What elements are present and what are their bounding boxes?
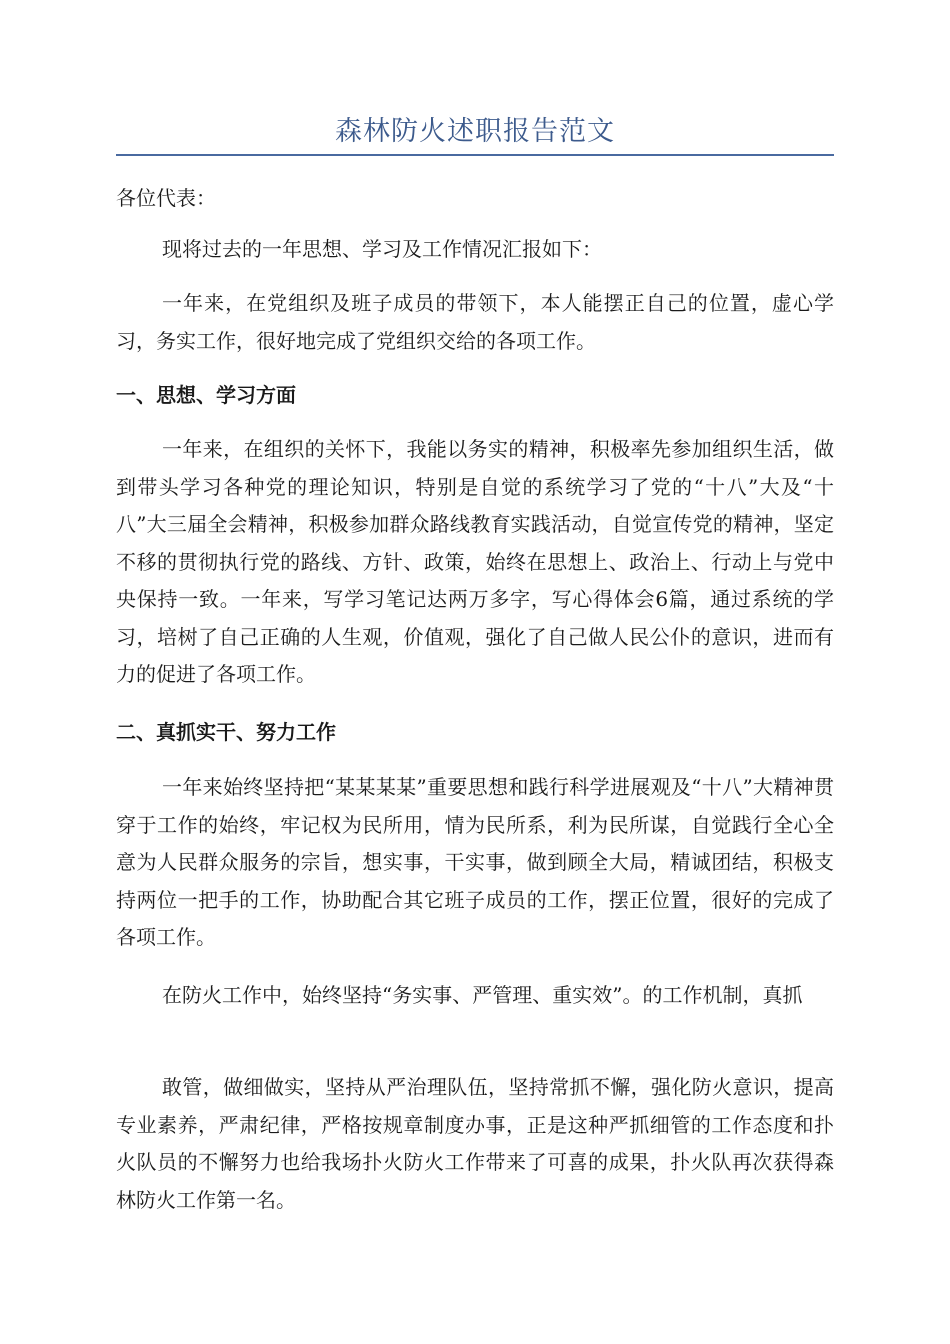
overview-paragraph: 一年来，在党组织及班子成员的带领下，本人能摆正自己的位置，虚心学习，务实工作，很好地完成了党组织交给的各项工作。	[116, 291, 834, 353]
section-2-paragraph-1: 一年来始终坚持把“某某某某”重要思想和践行科学进展观及“十八”大精神贯穿于工作的始终，牢记权为民所用，情为民所系，利为民所谋，自觉践行全心全意为人民群众服务的宗旨，想实事，干实事，做到顾全大局，精诚团结，积极支持两位一把手的工作，协助配合其它班子成员的工作，摆正位置，很好的完成了各项工作。	[116, 775, 834, 949]
section-1-paragraph-1: 一年来，在组织的关怀下，我能以务实的精神，积极率先参加组织生活，做到带头学习各种党的理论知识，特别是自觉的系统学习了党的“十八”大及“十八”大三届全会精神，积极参加群众路线教育实践活动，自觉宣传党的精神，坚定不移的贯彻执行党的路线、方针、政策，始终在思想上、政治上、行动上与党中央保持一致。一年来，写学习笔记达两万多字，写心得体会6篇，通过系统的学习，培树了自己正确的人生观，价值观，强化了自己做人民公仆的意识，进而有力的促进了各项工作。	[116, 437, 834, 686]
section-heading-2: 二、真抓实干、努力工作	[116, 720, 336, 744]
title-underline	[116, 154, 834, 156]
document-title: 森林防火述职报告范文	[335, 116, 615, 147]
section-2-paragraph-2: 在防火工作中，始终坚持“务实事、严管理、重实效”。的工作机制，真抓	[162, 983, 803, 1007]
section-heading-1: 一、思想、学习方面	[116, 383, 296, 407]
section-2-paragraph-3: 敢管，做细做实，坚持从严治理队伍，坚持常抓不懈，强化防火意识，提高专业素养，严肃纪律，严格按规章制度办事，正是这种严抓细管的工作态度和扑火队员的不懈努力也给我场扑火防火工作带来了可喜的成果，扑火队再次获得森林防火工作第一名。	[116, 1075, 834, 1212]
intro-paragraph: 现将过去的一年思想、学习及工作情况汇报如下：	[162, 237, 602, 261]
salutation: 各位代表：	[116, 186, 216, 210]
